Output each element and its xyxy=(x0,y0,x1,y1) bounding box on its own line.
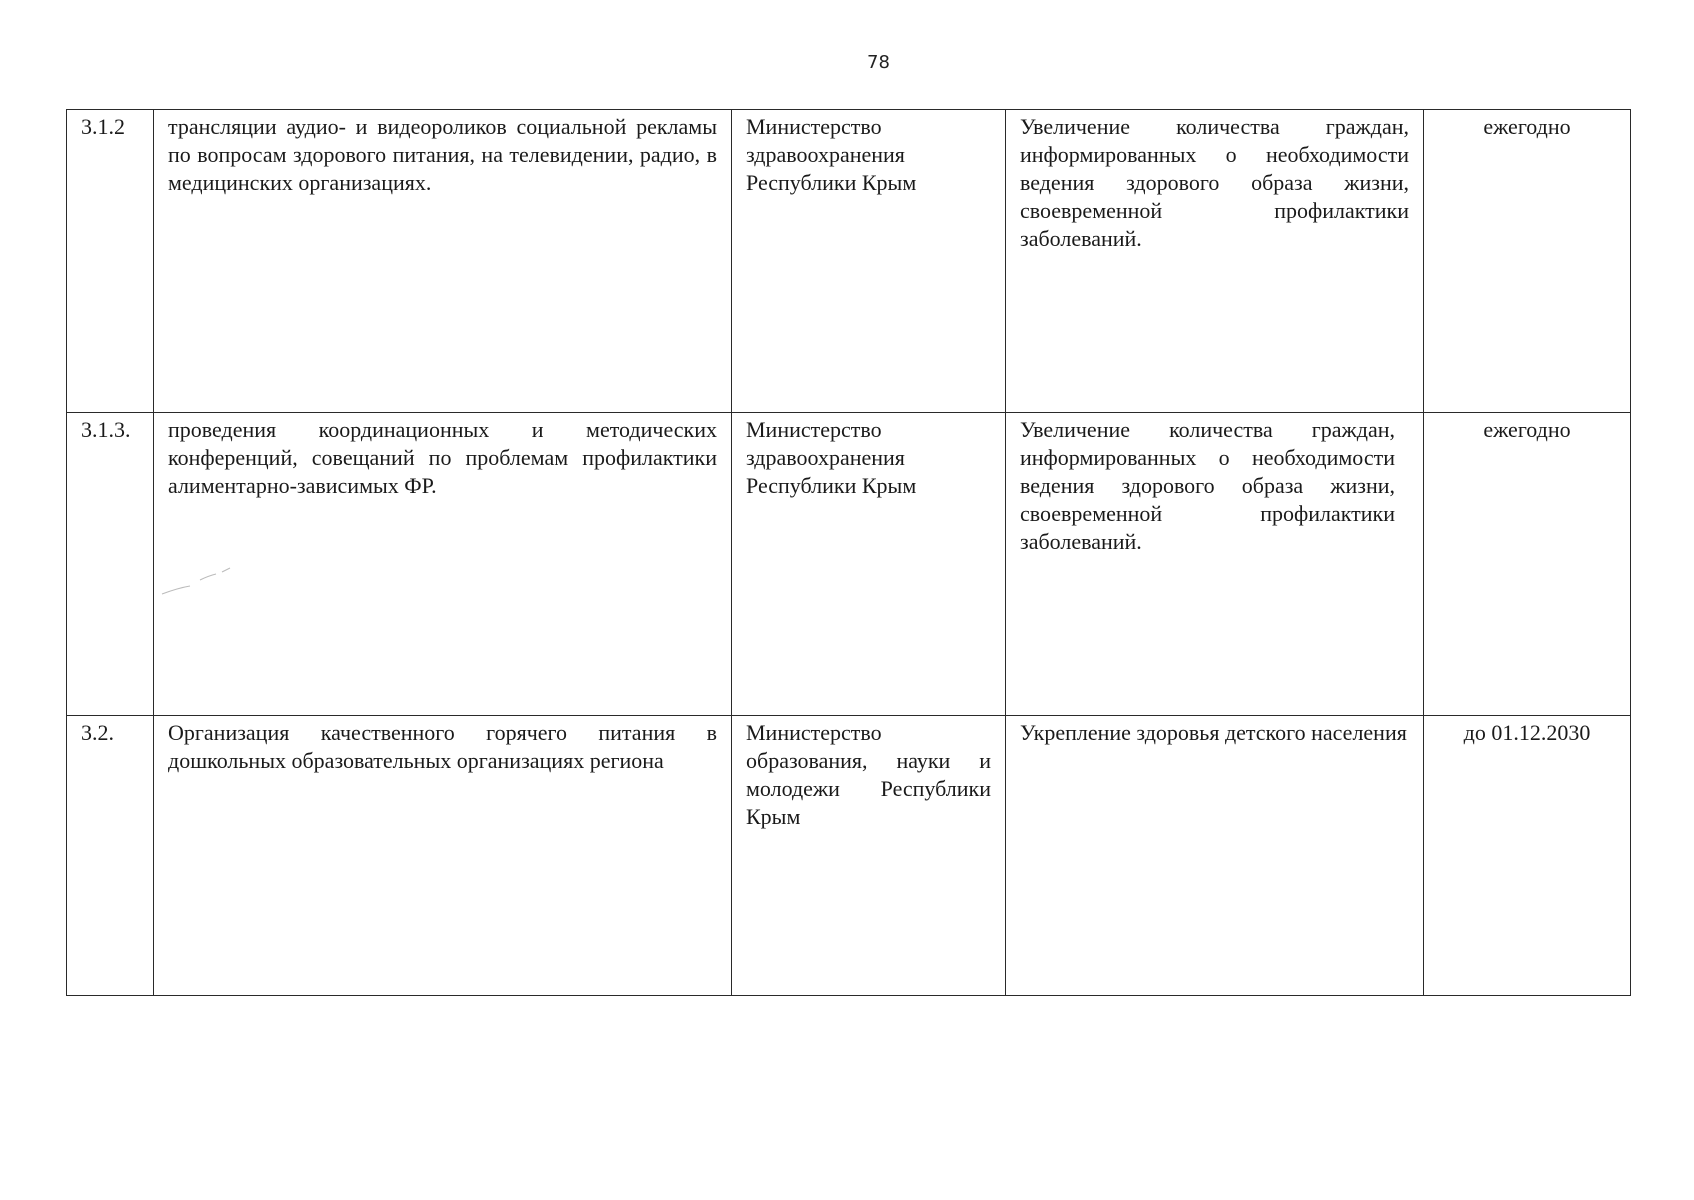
table-row xyxy=(67,110,1631,413)
result-cell: Увеличение количества граждан, информированных о необходимости ведения здорового образа жизни, своевременной профилактики заболеваний. xyxy=(1006,110,1424,413)
page-number: 78 xyxy=(867,52,890,73)
deadline-cell: до 01.12.2030 xyxy=(1424,716,1631,996)
executor-cell: Министерство здравоохранения Республики Крым xyxy=(732,110,1006,413)
result-cell: Укрепление здоровья детского населения xyxy=(1006,716,1424,996)
measures-table xyxy=(66,109,1631,996)
deadline-cell: ежегодно xyxy=(1424,110,1631,413)
executor-cell: Министерство образования, науки и молодежи Республики Крым xyxy=(732,716,1006,996)
result-cell: Увеличение количества граждан, информированных о необходимости ведения здорового образа жизни, своевременной профилактики заболеваний. xyxy=(1006,413,1424,716)
activity-cell: Организация качественного горячего питания в дошкольных образовательных организациях региона xyxy=(154,716,732,996)
row-number: 3.1.3. xyxy=(67,413,154,716)
table-row xyxy=(67,413,1631,716)
activity-cell: проведения координационных и методических конференций, совещаний по проблемам профилактики алиментарно-зависимых ФР. xyxy=(154,413,732,716)
activity-cell: трансляции аудио- и видеороликов социальной рекламы по вопросам здорового питания, на телевидении, радио, в медицинских организациях. xyxy=(154,110,732,413)
row-number: 3.2. xyxy=(67,716,154,996)
table-row xyxy=(67,716,1631,996)
deadline-cell: ежегодно xyxy=(1424,413,1631,716)
row-number: 3.1.2 xyxy=(67,110,154,413)
executor-cell: Министерство здравоохранения Республики Крым xyxy=(732,413,1006,716)
scan-smudge xyxy=(160,560,250,600)
